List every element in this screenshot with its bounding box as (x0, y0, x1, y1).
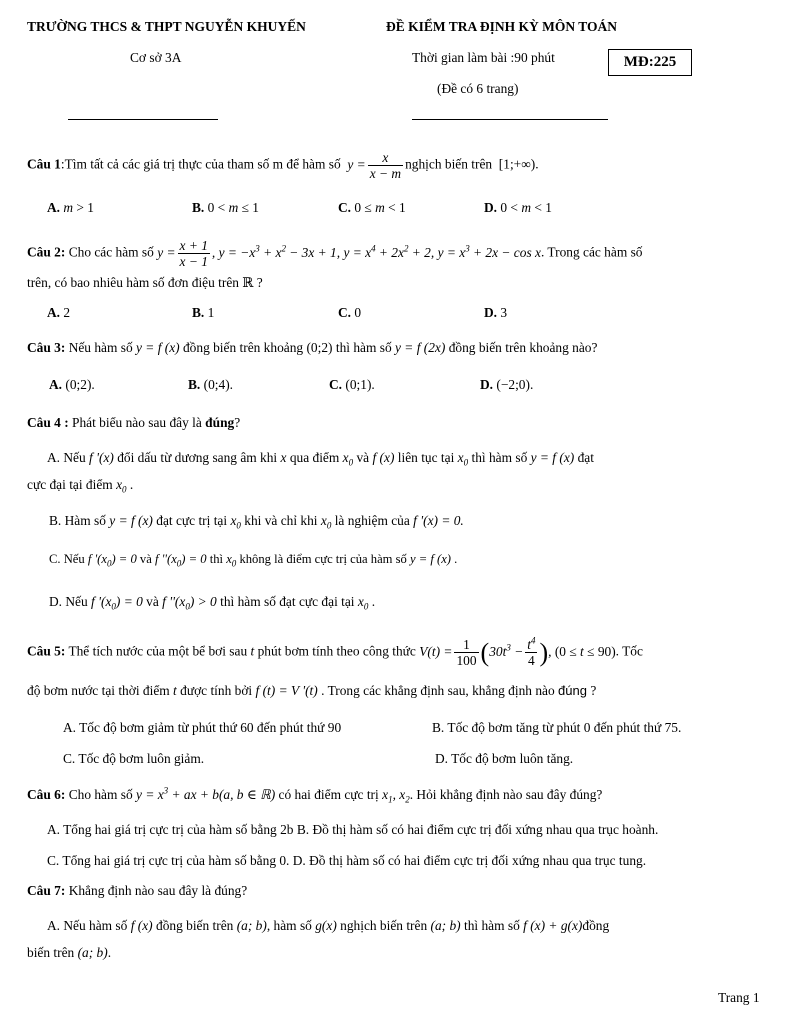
page-number: Trang 1 (718, 990, 760, 1005)
q1-option-b: B. 0 < m ≤ 1 (192, 200, 259, 215)
q3-option-b: B. (0;4). (188, 377, 234, 392)
q4-option-d: D. Nếu f '$(x_0) = 0$ và f ''$(x_0) > 0$ thì hàm số đạt cực đại tại $x_0$ . (49, 594, 376, 612)
q1-label: Câu 1 (27, 156, 61, 172)
q2-option-b: B. 1 (192, 305, 215, 320)
school-name: TRƯỜNG THCS & THPT NGUYỄN KHUYẾN (27, 19, 306, 34)
header-divider-left (68, 119, 218, 120)
question-7: Câu 7: Khẳng định nào sau đây là đúng? (27, 883, 248, 898)
q1-text-b: nghịch biến trên (405, 156, 493, 172)
q7-option-a-line2: biến trên (a; b). (27, 945, 112, 960)
q2-text-b: . Trong các hàm số (540, 244, 643, 260)
q5-line-2: độ bơm nước tại thời điểm t được tính bởi f (t) = V '(t) . Trong các khẳng định sau, khẳng định nào đúng ? (27, 683, 597, 698)
q6-option-c-d (47, 853, 646, 869)
q3-option-a: A. (0;2). (49, 377, 95, 392)
q4-option-b: B. Hàm số y = f (x) đạt cực trị tại $x_0$ khi và chỉ khi $x_0$ là nghiệm của f '(x) = 0. (49, 513, 464, 531)
exam-code-box (608, 49, 692, 76)
header-divider-right (412, 119, 608, 120)
q1-function: y = $\frac{x}{x - m}$ (344, 150, 402, 181)
q3-option-c: C. (0;1). (329, 377, 375, 392)
q6-option-a: A. Tổng hai giá trị cực trị của hàm số bằng 2b (47, 822, 294, 837)
q2-line-2: trên, có bao nhiêu hàm số đơn điệu trên ℝ ? (27, 275, 263, 290)
question-2 (27, 238, 643, 269)
q1-text: :Tìm tất cả các giá trị thực của tham số m để hàm số (60, 156, 341, 172)
q2-option-c: C. 0 (338, 305, 362, 320)
q6-option-d: D. Đồ thị hàm số có hai điểm cực trị đối xứng nhau qua trục tung. (292, 853, 647, 868)
q2-label: Câu 2: (27, 244, 66, 260)
q6-option-b: B. Đồ thị hàm số có hai điểm cực trị đối xứng nhau qua trục hoành. (296, 822, 659, 837)
q4-option-a-line2: cực đại tại điểm $x_0$ . (27, 477, 134, 495)
q5-option-d: D. Tốc độ bơm luôn tăng. (435, 751, 574, 766)
exam-code: MĐ:225 (623, 54, 677, 70)
question-3: Câu 3: Nếu hàm số y = f (x) đồng biến trên khoảng (0;2) thì hàm số y = f (2x) đồng biến trên khoảng nào? (27, 340, 598, 355)
q6-option-a-b (47, 822, 658, 838)
q2-text: Cho các hàm số (68, 244, 154, 260)
exam-duration: Thời gian làm bài :90 phút (412, 50, 555, 65)
q4-option-c: C. Nếu f '$(x_0) = 0$ và f ''$(x_0) = 0$ thì $x_0$ không là điểm cực trị của hàm số y = f (x) . (49, 552, 458, 569)
pages-note: (Đề có 6 trang) (437, 81, 519, 96)
q7-option-a-line1: A. Nếu hàm số f (x) đồng biến trên (a; b), hàm số g(x) nghịch biến trên (a; b) thì hàm số f (x) + g(x)đồng (47, 918, 610, 933)
q1-interval: [1;+∞). (495, 156, 539, 172)
q2-option-d: D. 3 (484, 305, 508, 320)
q6-option-c: C. Tổng hai giá trị cực trị của hàm số bằng 0. (47, 853, 290, 868)
question-4: Câu 4 : Phát biểu nào sau đây là đúng? (27, 415, 241, 430)
question-5: Câu 5: Thể tích nước của một bể bơi sau t phút bơm tính theo công thức V(t) = $\frac{1}{100}$ ($30t^3$ − $\frac{t^4}{4}$ ), (0 ≤ t ≤ 90). Tốc (27, 635, 643, 668)
question-1 (27, 150, 539, 181)
q5-option-c: C. Tốc độ bơm luôn giảm. (63, 751, 205, 766)
question-6: Câu 6: Cho hàm số $y = x^3$ + ax + b(a, b ∈ ℝ) có hai điểm cực trị $x_1$, $x_2$. Hỏi khẳng định nào sau đây đúng? (27, 785, 603, 805)
q4-option-a-line1: A. Nếu f '(x) đổi dấu từ dương sang âm khi x qua điểm $x_0$ và f (x) liên tục tại $x_0$ thì hàm số y = f (x) đạt (47, 450, 594, 468)
q1-option-d: D. 0 < m < 1 (484, 200, 552, 215)
q5-option-a: A. Tốc độ bơm giảm từ phút thứ 60 đến phút thứ 90 (63, 720, 342, 735)
exam-title: ĐỀ KIỂM TRA ĐỊNH KỲ MÔN TOÁN (386, 19, 618, 34)
q2-functions: y = $\frac{x + 1}{x - 1}$ , $y = -x^3 + x^2 - 3x + 1$, $y = x^4 + 2x^2 + 2$, $y = x^3 + 2x - \cos x$ (157, 238, 541, 269)
q3-option-d: D. (−2;0). (480, 377, 534, 392)
q1-option-c: C. 0 ≤ m < 1 (338, 200, 406, 215)
campus-name: Cơ sở 3A (130, 50, 182, 65)
q1-option-a: A. m > 1 (47, 200, 95, 215)
q2-option-a: A. 2 (47, 305, 71, 320)
q5-option-b: B. Tốc độ bơm tăng từ phút 0 đến phút thứ 75. (432, 720, 682, 735)
